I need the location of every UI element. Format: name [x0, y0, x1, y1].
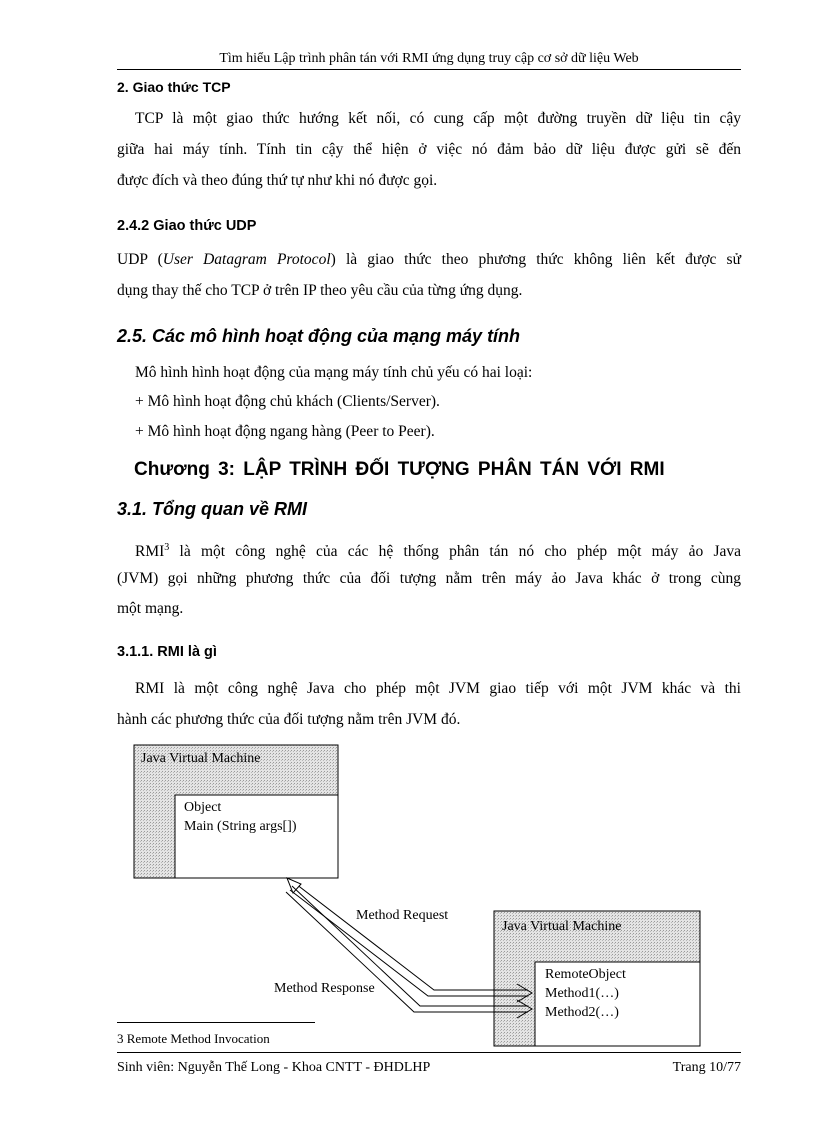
jvm-right-title: Java Virtual Machine: [502, 919, 622, 934]
method-request-label: Method Request: [356, 908, 449, 923]
footer-page-number: Trang 10/77: [672, 1060, 741, 1075]
jvm-left-object-line-1: Object: [184, 800, 222, 815]
jvm-right-object-line-2: Method1(…): [545, 986, 619, 1001]
chapter-title: Chương 3: LẬP TRÌNH ĐỐI TƯỢNG PHÂN TÁN VỚI RMI: [134, 459, 665, 480]
section-heading-models: 2.5. Các mô hình hoạt động của mạng máy tính: [117, 326, 521, 346]
jvm-left-object-line-2: Main (String args[]): [184, 819, 297, 834]
jvm-right-object-line-3: Method2(…): [545, 1005, 619, 1020]
jvm-left-title: Java Virtual Machine: [141, 751, 261, 766]
models-line-1: Mô hình hình hoạt động của mạng máy tính chủ yếu có hai loại:: [135, 364, 533, 381]
tcp-line-1: TCP là một giao thức hướng kết nối, có cung cấp một đường truyền dữ liệu tin cậy: [135, 110, 741, 127]
models-line-3: + Mô hình hoạt động ngang hàng (Peer to Peer).: [135, 423, 435, 440]
method-response-label: Method Response: [274, 981, 375, 996]
tcp-line-3: được đích và theo đúng thứ tự như khi nó được gọi.: [117, 172, 438, 189]
section-heading-tcp: 2. Giao thức TCP: [117, 79, 231, 95]
footer-rule: [117, 1052, 741, 1053]
rmi-def-line-2: hành các phương thức của đối tượng nằm trên JVM đó.: [117, 711, 461, 728]
footnote: [117, 1031, 270, 1047]
footer-author: Sinh viên: Nguyễn Thế Long - Khoa CNTT - ĐHDLHP: [117, 1060, 431, 1075]
rmi-overview-line-2: (JVM) gọi những phương thức của đối tượng nằm trên máy ảo Java khác ở trong cùng: [117, 570, 741, 587]
udp-line-2: dụng thay thế cho TCP ở trên IP theo yêu cầu của từng ứng dụng.: [117, 282, 523, 299]
tcp-line-2: giữa hai máy tính. Tính tin cậy thể hiện ở việc nó đảm bảo dữ liệu được gửi sẽ đến: [117, 141, 741, 158]
footnote-rule: [117, 1022, 315, 1023]
section-heading-udp: 2.4.2 Giao thức UDP: [117, 218, 257, 234]
jvm-right-object-line-1: RemoteObject: [545, 967, 626, 982]
page-header: Tìm hiểu Lập trình phân tán với RMI ứng dụng truy cập cơ sở dữ liệu Web: [219, 51, 639, 66]
rmi-overview-line-1: RMI$^3$ là một công nghệ của các hệ thống phân tán nó cho phép một máy ảo Java: [135, 542, 741, 561]
section-heading-3-1: 3.1. Tổng quan về RMI: [117, 499, 308, 519]
footnote-text: Remote Method Invocation: [126, 1031, 270, 1046]
udp-line-1: UDP (User Datagram Protocol) là giao thức theo phương thức không liên kết được sử: [117, 251, 741, 268]
rmi-def-line-1: RMI là một công nghệ Java cho phép một JVM giao tiếp với một JVM khác và thi: [135, 680, 741, 697]
section-heading-3-1-1: 3.1.1. RMI là gì: [117, 644, 217, 660]
rmi-overview-line-3: một mạng.: [117, 600, 184, 617]
footnote-number: 3: [117, 1031, 124, 1046]
models-line-2: + Mô hình hoạt động chủ khách (Clients/Server).: [135, 393, 440, 410]
footnote-ref[interactable]: 3: [164, 542, 170, 553]
